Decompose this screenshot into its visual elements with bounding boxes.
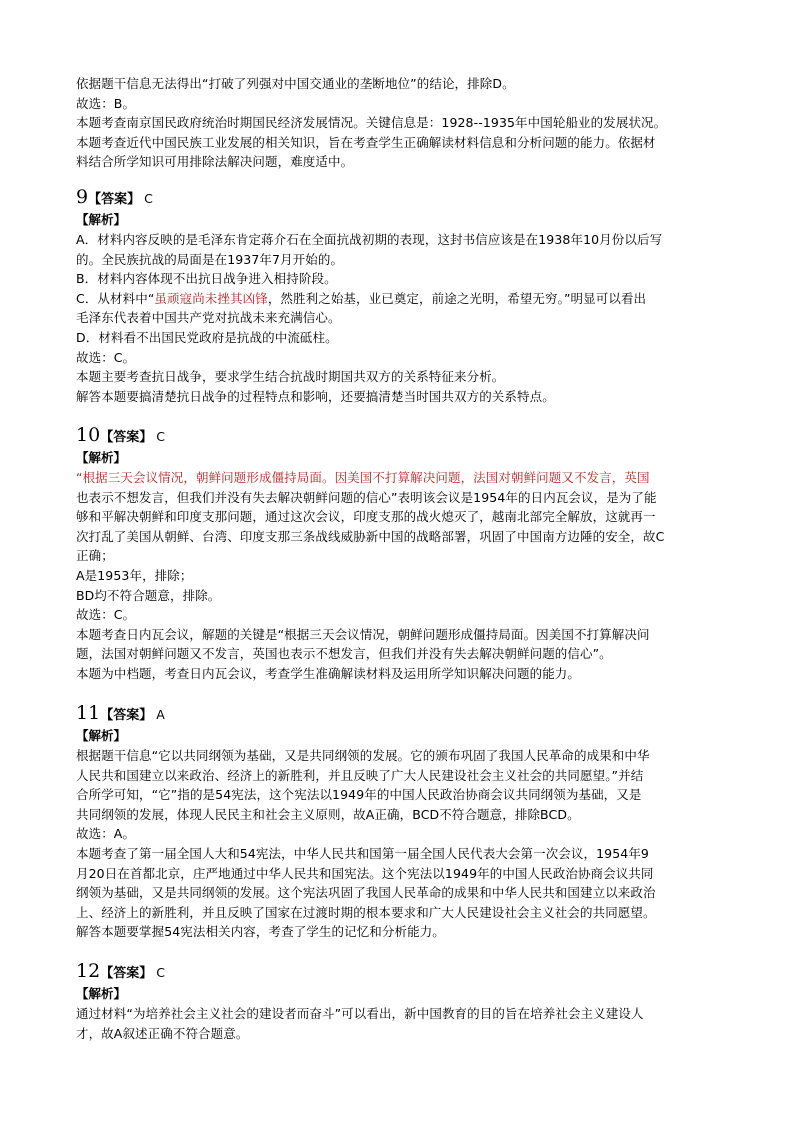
text-run: 才，故A叙述正确不符合题意。 — [76, 1025, 249, 1041]
text-run: 本题为中档题，考查日内瓦会议，考查学生准确解读材料及运用所学知识解决问题的能力。 — [76, 665, 581, 681]
analysis-line — [76, 387, 721, 407]
intro-block — [76, 74, 721, 172]
analysis-line — [76, 546, 721, 566]
analysis-line — [76, 864, 721, 884]
text-run: BD均不符合题意，排除。 — [76, 587, 221, 603]
analysis-label: 【解析】 — [76, 728, 127, 743]
text-run: 也表示不想发言，但我们并没有失去解决朝鲜问题的信心”表明该会议是1954年的日内瓦会议，是为了能 — [76, 489, 657, 505]
intro-line: 故选：B。 — [76, 95, 136, 111]
text-run: 的。全民族抗战的局面是在1937年7月开始的。 — [76, 251, 344, 267]
analysis-line — [76, 367, 721, 387]
answer-value: A — [156, 707, 165, 722]
question-header — [76, 958, 721, 984]
analysis-line — [76, 883, 721, 903]
text-run: 故选：C。 — [76, 607, 136, 623]
question-header — [76, 700, 721, 726]
intro-line: 本题考查近代中国民族工业发展的相关知识，旨在考查学生正确解读材料信息和分析问题的能力。依据材 — [76, 134, 656, 150]
analysis-line — [76, 1024, 721, 1044]
text-run: 正确； — [76, 548, 114, 564]
analysis-line — [76, 308, 721, 328]
text-run: 纲领为基础，又是共同纲领的发展。这个宪法巩固了我国人民革命的成果和中华人民共和国建立以来政治 — [76, 885, 656, 901]
analysis-label: 【解析】 — [76, 986, 127, 1001]
intro-line: 依据题干信息无法得出“打破了列强对中国交通业的垄断地位”的结论，排除D。 — [76, 76, 515, 91]
analysis-line — [76, 586, 721, 606]
text-run: D．材料看不出国民党政府是抗战的中流砥柱。 — [76, 329, 338, 345]
analysis-line — [76, 250, 721, 270]
text-run: 解答本题要搞清楚抗日战争的过程特点和影响，还要搞清楚当时国共双方的关系特点。 — [76, 388, 555, 404]
text-run: 通过材料“为培养社会主义社会的建设者而奋斗”可以看出，新中国教育的目的旨在培养社会主义建设人 — [76, 1006, 644, 1021]
analysis-line — [76, 1004, 721, 1024]
analysis-line — [76, 289, 721, 309]
text-run: 根据题干信息“它以共同纲领为基础，又是共同纲领的发展。它的颁布巩固了我国人民革命的成果和中华 — [76, 748, 650, 763]
analysis-line — [76, 903, 721, 923]
analysis-line — [76, 269, 721, 289]
analysis-line — [76, 507, 721, 527]
text-run: ，然胜利之始基，业已奠定，前途之光明，希望无穷。”明显可以看出 — [267, 290, 647, 306]
text-run: 本题考查日内瓦会议，解题的关键是“根据三天会议情况，朝鲜问题形成僵持局面。因美国不打算解决问 — [76, 626, 650, 642]
answer-value: C — [144, 191, 153, 206]
text-run: 故选：C。 — [76, 349, 136, 365]
answer-label: 【答案】 — [100, 430, 153, 445]
text-run: 题，法国对朝鲜问题又不发言，英国也表示不想发言，但我们并没有失去解决朝鲜问题的信心”。 — [76, 646, 612, 662]
analysis-line — [76, 566, 721, 586]
question-number: 10 — [76, 424, 101, 446]
analysis-line — [76, 644, 721, 664]
text-run: 人民共和国建立以来政治、经济上的新胜利，并且反映了广大人民建设社会主义社会的共同愿望。”并结 — [76, 767, 644, 783]
text-run: B．材料内容体现不出抗日战争进入相持阶段。 — [76, 271, 337, 287]
text-run: C．从材料中“ — [76, 290, 155, 306]
question-number: 12 — [76, 960, 101, 982]
text-run: 共同纲领的发展，体现人民民主和社会主义原则，故A正确，BCD不符合题意，排除BCD。 — [76, 806, 580, 822]
text-run: 合所学可知，“它”指的是54宪法，这个宪法以1949年的中国人民政治协商会议共同纲领为基础，又是 — [76, 787, 642, 803]
text-run: 本题主要考查抗日战争，要求学生结合抗战时期国共双方的关系特征来分析。 — [76, 369, 505, 385]
analysis-line — [76, 328, 721, 348]
text-run: 上、经济上的新胜利，并且反映了国家在过渡时期的根本要求和广大人民建设社会主义社会的共同愿望。 — [76, 904, 656, 920]
analysis-line — [76, 824, 721, 844]
analysis-label: 【解析】 — [76, 212, 127, 227]
analysis-line — [76, 785, 721, 805]
answer-label: 【答案】 — [100, 966, 153, 981]
text-run: A是1953年，排除； — [76, 567, 193, 583]
question-number: 11 — [76, 702, 101, 724]
analysis-line — [76, 527, 721, 547]
analysis-line — [76, 625, 721, 645]
question-header — [76, 422, 721, 448]
analysis-line — [76, 746, 721, 766]
question-header — [76, 184, 721, 210]
answer-value: C — [156, 429, 165, 444]
analysis-line — [76, 664, 721, 684]
question-11 — [76, 700, 721, 942]
analysis-line — [76, 805, 721, 825]
analysis-line — [76, 230, 721, 250]
intro-line: 料结合所学知识可用排除法解决问题，难度适中。 — [76, 154, 354, 170]
text-run: 毛泽东代表着中国共产党对抗战未来充满信心。 — [76, 310, 341, 326]
text-run: 够和平解决朝鲜和印度支那问题，通过这次会议，印度支那的战火熄灭了，越南北部完全解放，这就再一 — [76, 509, 656, 525]
text-run: 故选：A。 — [76, 826, 136, 842]
question-number: 9 — [76, 186, 89, 208]
analysis-line — [76, 348, 721, 368]
quoted-material: “根据三天会议情况，朝鲜问题形成僵持局面。因美国不打算解决问题，法国对朝鲜问题又不发言，英国 — [76, 470, 650, 485]
analysis-label: 【解析】 — [76, 450, 127, 465]
text-run: 解答本题要掌握54宪法相关内容，考查了学生的记忆和分析能力。 — [76, 924, 445, 940]
question-10 — [76, 422, 721, 684]
intro-line: 本题考查南京国民政府统治时期国民经济发展情况。关键信息是：1928--1935年中国轮船业的发展状况。 — [76, 115, 667, 131]
answer-label: 【答案】 — [88, 192, 141, 207]
analysis-line — [76, 605, 721, 625]
answer-value: C — [156, 965, 165, 980]
question-9 — [76, 184, 721, 406]
analysis-line — [76, 766, 721, 786]
text-run: 次打乱了美国从朝鲜、台湾、印度支那三条战线威胁新中国的战略部署，巩固了中国南方边陲的安全，故C — [76, 528, 665, 544]
answer-label: 【答案】 — [100, 708, 153, 723]
text-run: 本题考查了第一届全国人大和54宪法，中华人民共和国第一届全国人民代表大会第一次会议，1954年9 — [76, 845, 649, 861]
analysis-line — [76, 844, 721, 864]
analysis-line — [76, 922, 721, 942]
analysis-line — [76, 468, 721, 488]
analysis-line — [76, 488, 721, 508]
text-run: A．材料内容反映的是毛泽东肯定蒋介石在全面抗战初期的表现，这封书信应该是在1938年10月份以后写 — [76, 232, 663, 247]
quoted-material: 虽顽寇尚未挫其凶锋 — [154, 290, 268, 306]
question-12 — [76, 958, 721, 1043]
text-run: 月20日在首都北京，庄严地通过中华人民共和国宪法。这个宪法以1949年的中国人民政治协商会议共同 — [76, 865, 654, 881]
